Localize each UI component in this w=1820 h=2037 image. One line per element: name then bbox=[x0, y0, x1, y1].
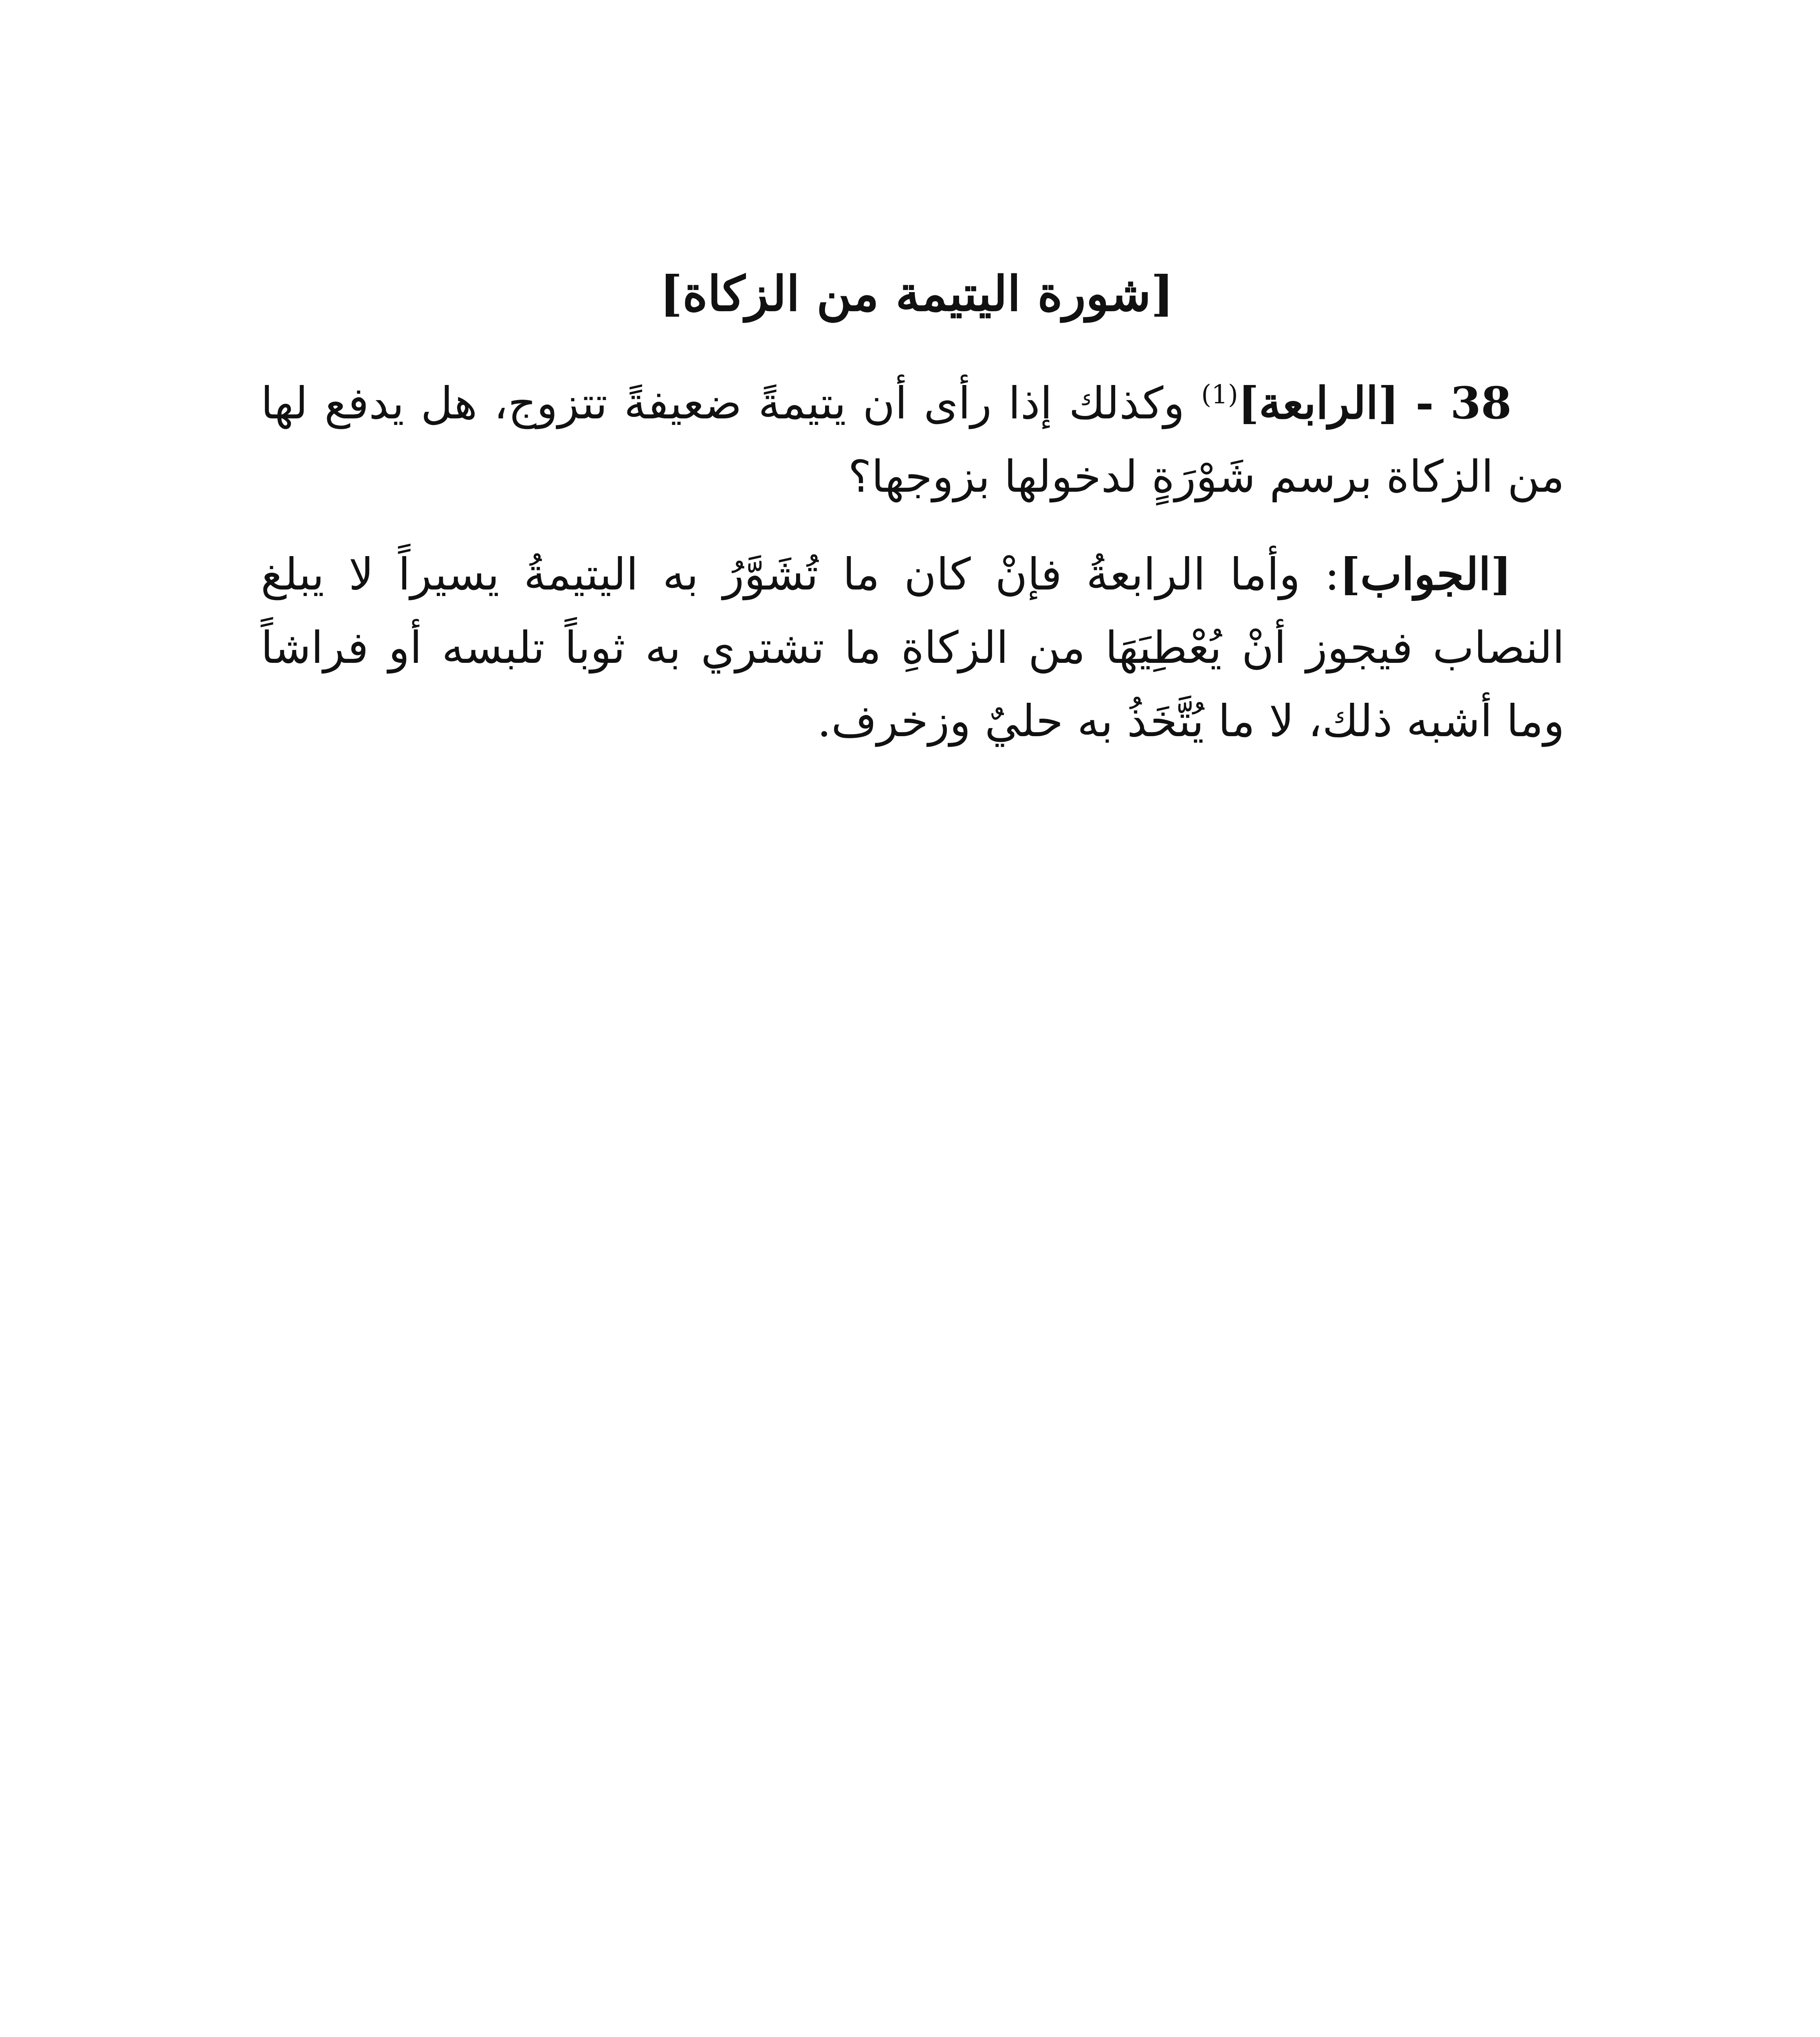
answer-text: وأما الرابعةُ فإنْ كان ما تُشَوَّرُ به اليتيمةُ يسيراً لا يبلغ النصاب فيجوز أنْ يُعْطِيَهَا من الزكاةِ ما تشتري به ثوباً تلبسه أو فراشاً وما أشبه ذلك، لا ما يُتَّخَذُ به حليٌ وزخرف. bbox=[261, 549, 1565, 747]
question-dash: - bbox=[1415, 378, 1434, 429]
question-number: 38 bbox=[1450, 378, 1512, 429]
footnote-marker: (1) bbox=[1201, 380, 1238, 410]
question-paragraph bbox=[261, 367, 1565, 514]
answer-paragraph bbox=[261, 538, 1565, 758]
section-heading: [شورة اليتيمة من الزكاة] bbox=[660, 265, 1174, 322]
answer-colon: : bbox=[1325, 549, 1340, 600]
answer-label: [الجواب] bbox=[1339, 549, 1512, 600]
question-text-block bbox=[261, 367, 1565, 514]
question-text: وكذلك إذا رأى أن يتيمةً ضعيفةً تتزوج، هل يدفع لها من الزكاة برسم شَوْرَةٍ لدخولها بزوجها؟ bbox=[261, 378, 1565, 502]
answer-text-block bbox=[261, 538, 1565, 758]
question-label: [الرابعة] bbox=[1238, 378, 1399, 429]
